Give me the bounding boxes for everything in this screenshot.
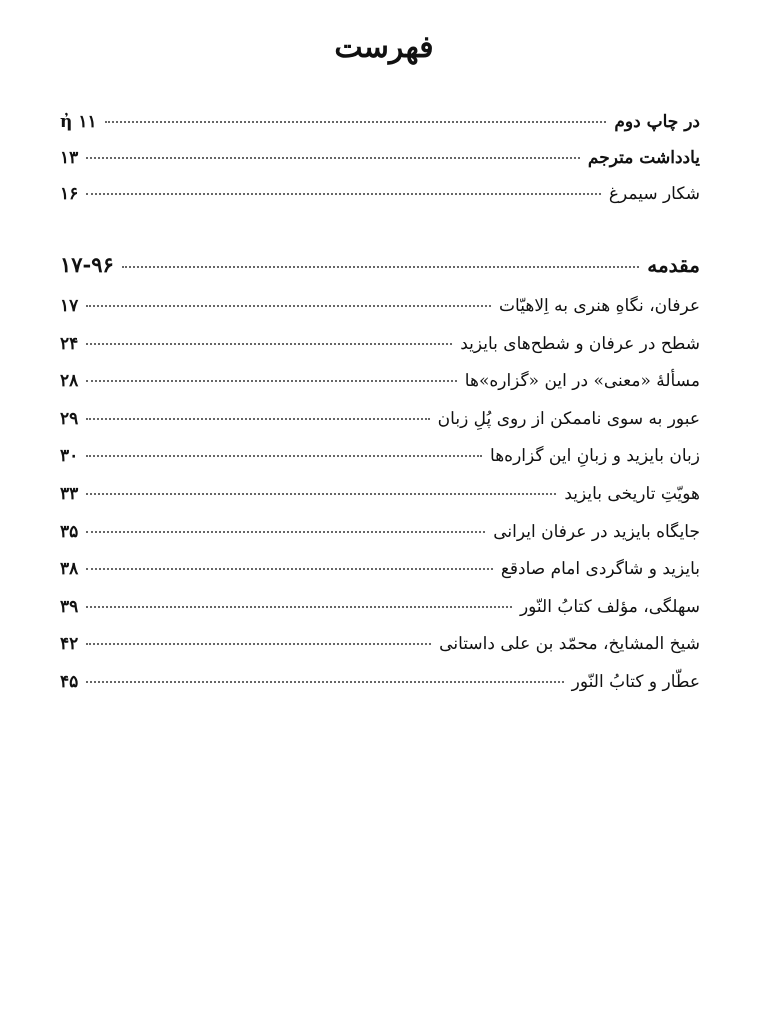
toc-entry (60, 334, 700, 372)
toc-entry (60, 597, 700, 635)
dot-leader (122, 266, 639, 268)
toc-entry-page: ۱۷ (60, 296, 79, 316)
toc-entry-page: ۳۵ (60, 521, 79, 542)
toc-entry (60, 522, 700, 560)
toc-entry (60, 148, 700, 184)
toc-entry-label: شکار سیمرغ (608, 184, 700, 204)
toc-introduction (60, 252, 700, 710)
dot-leader (86, 681, 563, 683)
toc-entry (60, 484, 700, 522)
toc-entry-page: ۴۵ (60, 671, 79, 692)
toc-entry-label: شیخ المشایخ، محمّد بن علی داستانی (439, 634, 700, 655)
toc-entry (60, 559, 700, 597)
toc-entry-page: ۲۴ (60, 333, 79, 354)
toc-entry-label: مسألۀ «معنی» در این «گزاره»ها (464, 371, 700, 392)
dot-leader (86, 455, 482, 457)
toc-entry-page: ۲۹ (60, 408, 79, 429)
dot-leader (86, 418, 429, 420)
dot-leader (86, 568, 493, 570)
dot-leader (105, 121, 607, 123)
toc-entry-page: ۳۸ (60, 559, 79, 580)
page-title: فهرست (334, 30, 434, 65)
toc-entry (60, 112, 700, 148)
toc-entry (60, 409, 700, 447)
toc-section-heading (60, 252, 700, 296)
toc-entry (60, 296, 700, 334)
toc-entry-label: عبور به سوی ناممکن از روی پُلِ زبان (437, 408, 700, 429)
toc-entry-page: ۳۰ (60, 446, 79, 467)
toc-entry-label: بایزید و شاگردی امام صادقع (500, 559, 700, 580)
toc-entry (60, 634, 700, 672)
toc-entry-label: عرفان، نگاهِ هنری به اِلاهیّات (499, 296, 700, 316)
toc-entry (60, 446, 700, 484)
toc-entry-label: در چاپ دوم (614, 112, 700, 132)
section-page-range: ۱۷-۹۶ (60, 252, 114, 277)
toc-entry-page: ۳۹ (60, 596, 79, 617)
dot-leader (86, 343, 452, 345)
toc-entry-label: هویّتِ تاریخی بایزید (564, 483, 700, 504)
dot-leader (86, 606, 512, 608)
dot-leader (86, 380, 457, 382)
toc-entry-label: یادداشت مترجم (587, 148, 700, 168)
toc-entry (60, 184, 700, 220)
dot-leader (86, 493, 556, 495)
toc-entry-page: ۴۲ (60, 634, 79, 655)
dot-leader (86, 157, 580, 159)
toc-entry-page: ۱۶ (60, 184, 79, 204)
toc-entry (60, 672, 700, 710)
toc-entry-page: ۱۱ (78, 112, 97, 132)
section-label: مقدمه (647, 253, 700, 277)
toc-entry-label: سهلگی، مؤلف کتابُ النّور (519, 596, 700, 617)
toc-entry-label: شطح در عرفان و شطح‌های بایزید (460, 333, 700, 354)
toc-entry-label: زبان بایزید و زبانِ این گزاره‌ها (490, 446, 700, 467)
page-mark: ἠ (60, 112, 73, 132)
dot-leader (86, 305, 491, 307)
dot-leader (86, 643, 431, 645)
toc-front-matter (60, 112, 700, 220)
toc-entry-page: ۳۳ (60, 483, 79, 504)
toc-entry-label: جایگاه بایزید در عرفان ایرانی (493, 521, 700, 542)
toc-entry-label: عطّار و کتابُ النّور (571, 671, 700, 692)
dot-leader (86, 531, 485, 533)
dot-leader (86, 193, 601, 195)
toc-entry (60, 371, 700, 409)
toc-entry-page: ۲۸ (60, 371, 79, 392)
toc-entry-page: ۱۳ (60, 148, 79, 168)
